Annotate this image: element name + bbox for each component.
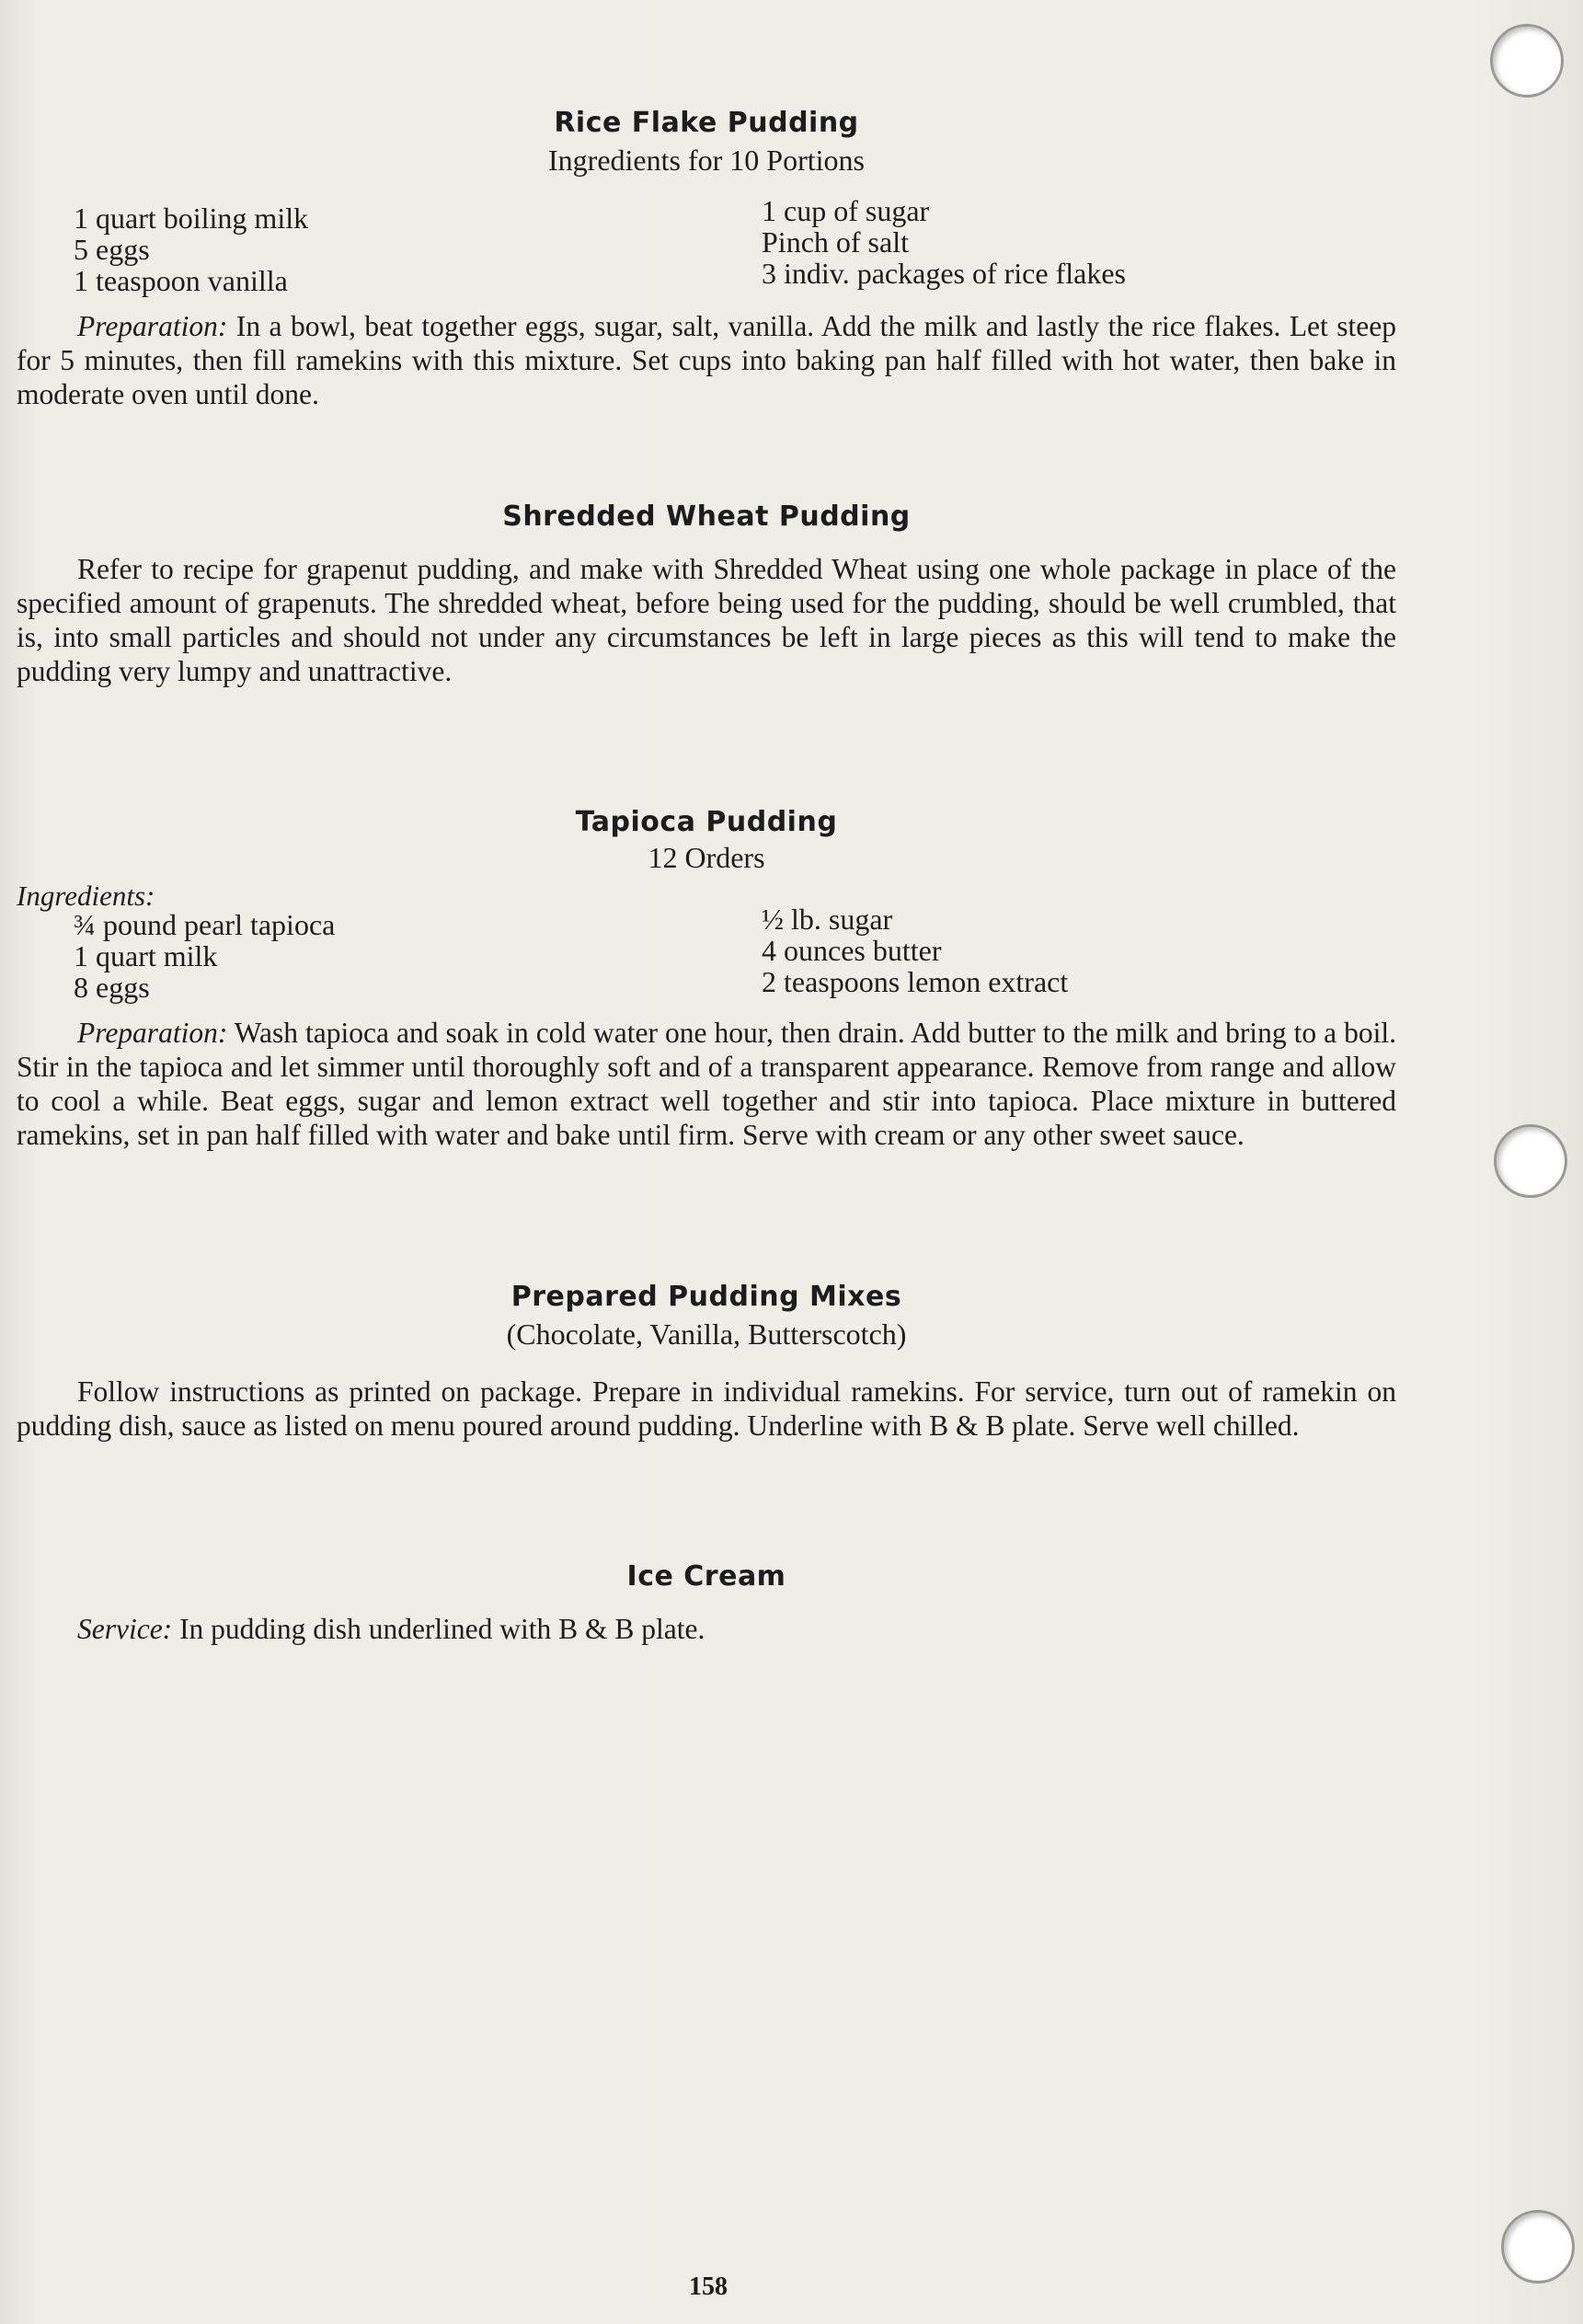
ingredient-item: 5 eggs (74, 233, 150, 266)
page-number: 158 (689, 2272, 728, 2301)
recipe-title-rice-flake: Rice Flake Pudding (554, 107, 859, 139)
recipe-subtitle-rice-flake: Ingredients for 10 Portions (548, 144, 865, 177)
ingredients-label: Ingredients: (17, 880, 155, 912)
preparation-label: Preparation: (77, 310, 228, 342)
ingredient-list-right (762, 903, 1068, 997)
ingredient-item: 3 indiv. packages of rice flakes (762, 257, 1126, 290)
recipe-title-prepared-mixes: Prepared Pudding Mixes (510, 1281, 902, 1313)
recipe-title-tapioca: Tapioca Pudding (575, 806, 838, 838)
recipe-subtitle-tapioca: 12 Orders (648, 841, 765, 874)
ingredient-item: 8 eggs (74, 971, 150, 1004)
ingredient-item: 1 quart milk (74, 939, 218, 972)
recipe-title-ice-cream: Ice Cream (626, 1560, 786, 1593)
recipe-paragraph: Follow instructions as printed on package. Prepare in individual ramekins. For service, turn out of ramekin on pudding dish, sauce as listed on menu poured around pudding. Underline with B & B plate. Serve well chilled. (17, 1375, 1396, 1442)
ingredient-list-right (762, 195, 1126, 289)
binder-hole (1501, 2210, 1575, 2284)
service-text: In pudding dish underlined with B & B plate. (179, 1613, 705, 1645)
ingredient-item: 1 quart boiling milk (74, 201, 309, 235)
service-paragraph (17, 1612, 1396, 1646)
ingredient-item: 1 cup of sugar (762, 194, 930, 227)
ingredient-item: ¾ pound pearl tapioca (74, 908, 336, 941)
ingredient-item: 1 teaspoon vanilla (74, 264, 288, 297)
preparation-label: Preparation: (77, 1017, 228, 1049)
ingredient-item: Pinch of salt (762, 225, 909, 259)
recipe-paragraph: Refer to recipe for grapenut pudding, and make with Shredded Wheat using one whole package in place of the specified amount of grapenuts. The shredded wheat, before being used for the pudding, should be well crumbled, that is, into small particles and should not under any circumstances be left in large pieces as this will tend to make the pudding very lumpy and unattractive. (17, 553, 1396, 687)
ingredient-item: 4 ounces butter (762, 934, 942, 967)
preparation-text: In a bowl, beat together eggs, sugar, salt, vanilla. Add the milk and lastly the rice flakes. Let steep for 5 minutes, then fill ramekins with this mixture. Set cups into baking pan half filled with hot water, then bake in moderate oven until done. (17, 310, 1397, 410)
ingredient-list-left (74, 909, 335, 1003)
recipe-subtitle-prepared-mixes: (Chocolate, Vanilla, Butterscotch) (506, 1317, 907, 1351)
ingredient-list-left (74, 202, 308, 296)
ingredient-item: ½ lb. sugar (762, 903, 893, 936)
binder-hole (1490, 24, 1564, 98)
preparation-text: Wash tapioca and soak in cold water one hour, then drain. Add butter to the milk and bring to a boil. Stir in the tapioca and let simmer until thoroughly soft and of a transparent appearance. Remove from range and allow to cool a while. Beat eggs, sugar and lemon extract well together and stir into tapioca. Place mixture in buttered ramekins, set in pan half filled with water and bake until firm. Serve with cream or any other sweet sauce. (17, 1017, 1396, 1151)
preparation-paragraph (17, 309, 1396, 411)
service-label: Service: (77, 1613, 173, 1645)
ingredient-item: 2 teaspoons lemon extract (762, 965, 1069, 998)
recipe-title-shredded-wheat: Shredded Wheat Pudding (502, 500, 911, 533)
preparation-paragraph (17, 1016, 1396, 1152)
binder-hole (1494, 1124, 1567, 1198)
